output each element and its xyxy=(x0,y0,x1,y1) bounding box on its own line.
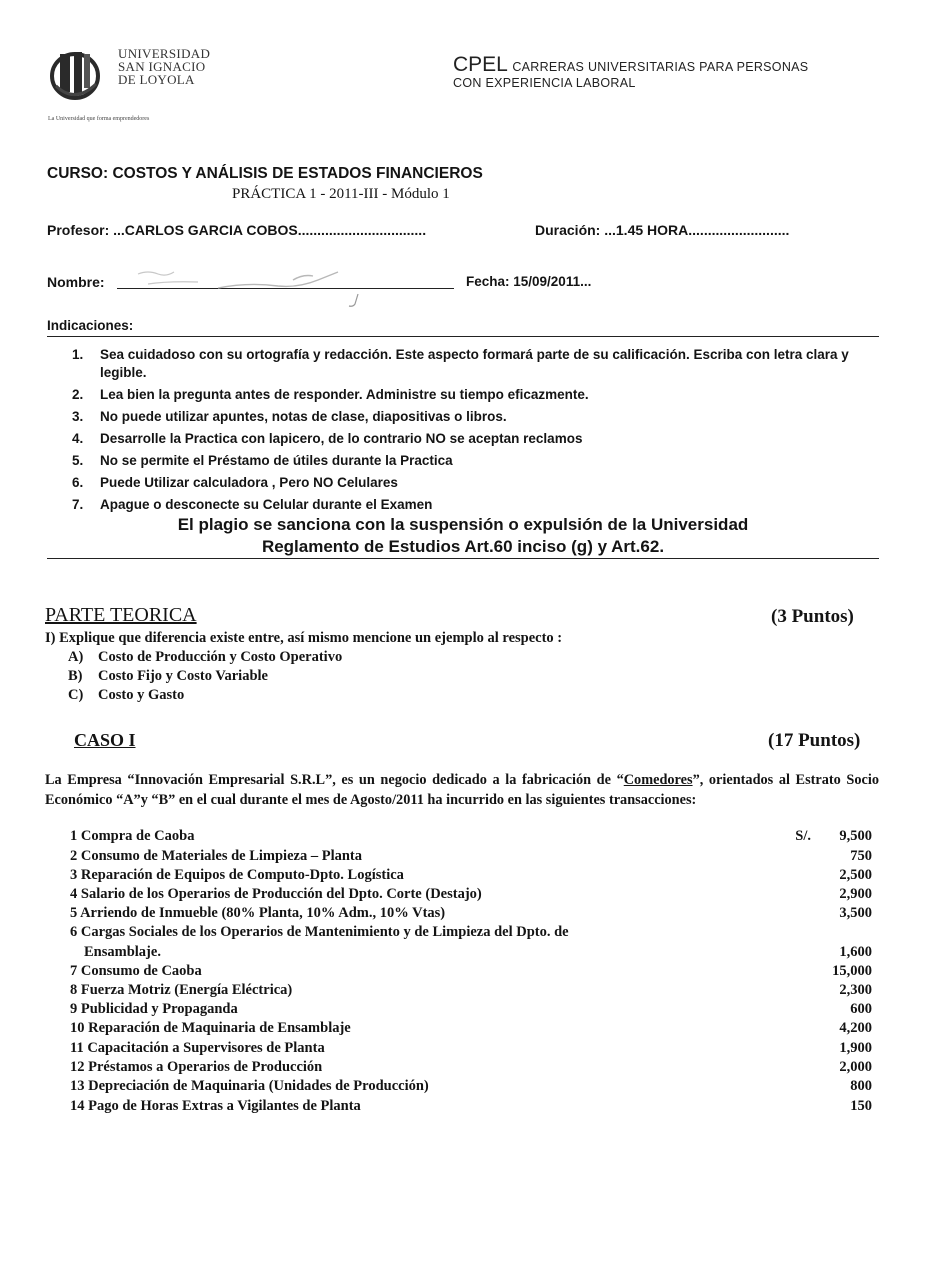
transaction-amount: 2,000 xyxy=(839,1059,872,1075)
indicacion-number: 5. xyxy=(72,453,84,468)
plagio-warning: El plagio se sanciona con la suspensión o expulsión de la Universidad xyxy=(177,515,749,534)
transaction-label: 10 Reparación de Maquinaria de Ensamblaje xyxy=(70,1020,351,1036)
indicacion-item xyxy=(66,346,881,382)
transaction-amount: 9,500 xyxy=(839,828,872,844)
option-letter: A) xyxy=(68,649,84,665)
indicacion-text: Apague o desconecte su Celular durante el Examen xyxy=(100,497,433,512)
option-letter: B) xyxy=(68,668,83,684)
caso-intro-part: ”, orientados al Estrato Socio Económico “A”y “B” en el cual durante el mes de Agosto/2011 ha incurrido en las siguientes transacciones: xyxy=(45,772,879,808)
transaction-label: 6 Cargas Sociales de los Operarios de Mantenimiento y de Limpieza del Dpto. de xyxy=(70,924,569,940)
practica-subtitle: PRÁCTICA 1 - 2011-III - Módulo 1 xyxy=(232,186,450,202)
option-letter: C) xyxy=(68,687,84,703)
reglamento-reference: Reglamento de Estudios Art.60 inciso (g) y Art.62. xyxy=(261,537,665,556)
transaction-amount: 4,200 xyxy=(839,1020,872,1036)
university-logo xyxy=(48,46,211,106)
duracion-field: Duración: ...1.45 HORA.......................... xyxy=(535,222,790,238)
indicacion-item xyxy=(66,496,881,514)
transaction-amount: 800 xyxy=(850,1078,872,1094)
caso-intro-product: Comedores xyxy=(623,772,693,788)
caso-intro-part: La Empresa “Innovación Empresarial S.R.L”, es un negocio dedicado a la fabricación de “ xyxy=(45,772,624,788)
university-tagline: La Universidad que forma emprendedores xyxy=(48,116,150,122)
transaction-amount: 1,600 xyxy=(839,944,872,960)
transaction-label: 1 Compra de Caoba xyxy=(70,828,195,844)
indicacion-item xyxy=(66,430,881,448)
indicacion-number: 1. xyxy=(72,347,84,362)
indicacion-number: 2. xyxy=(72,387,84,402)
transaction-label: 13 Depreciación de Maquinaria (Unidades de Producción) xyxy=(70,1078,429,1094)
teorica-option xyxy=(68,668,268,685)
indicacion-item xyxy=(66,408,881,426)
option-text: Costo Fijo y Costo Variable xyxy=(98,668,268,684)
transaction-label: Ensamblaje. xyxy=(84,944,161,960)
teorica-question: I) Explique que diferencia existe entre, así mismo mencione un ejemplo al respecto : xyxy=(45,630,563,646)
indicacion-text: Puede Utilizar calculadora , Pero NO Celulares xyxy=(100,475,398,490)
transaction-label: 5 Arriendo de Inmueble (80% Planta, 10% Adm., 10% Vtas) xyxy=(70,905,446,921)
transaction-amount: 2,900 xyxy=(839,886,872,902)
indicaciones-list xyxy=(66,346,881,518)
transaction-amount: 750 xyxy=(850,848,872,864)
loyola-emblem-icon xyxy=(48,46,108,102)
teorica-option xyxy=(68,687,184,704)
indicacion-number: 3. xyxy=(72,409,84,424)
option-text: Costo y Gasto xyxy=(98,687,185,703)
transaction-amount: 2,300 xyxy=(839,982,872,998)
divider-top xyxy=(47,336,879,337)
parte-teorica-title: PARTE TEORICA xyxy=(45,604,197,626)
transaction-label: 3 Reparación de Equipos de Computo-Dpto. Logística xyxy=(70,867,404,883)
redacted-name-scribble xyxy=(118,258,378,308)
indicacion-item xyxy=(66,452,881,470)
indicacion-text: Desarrolle la Practica con lapicero, de lo contrario NO se aceptan reclamos xyxy=(100,431,583,446)
transaction-amount: 15,000 xyxy=(832,963,872,979)
transaction-label: 12 Préstamos a Operarios de Producción xyxy=(70,1059,323,1075)
cpel-abbr: CPEL xyxy=(453,53,508,76)
indicacion-number: 7. xyxy=(72,497,84,512)
transaction-amount: 3,500 xyxy=(839,905,872,921)
divider-bottom xyxy=(47,558,879,559)
fecha-field: Fecha: 15/09/2011... xyxy=(466,274,592,289)
option-text: Costo de Producción y Costo Operativo xyxy=(98,649,343,665)
transaction-label: 7 Consumo de Caoba xyxy=(70,963,202,979)
teorica-points: (3 Puntos) xyxy=(771,606,854,627)
university-name-line: UNIVERSIDAD xyxy=(118,46,211,61)
indicacion-item xyxy=(66,474,881,492)
indicacion-item xyxy=(66,386,881,404)
transaction-label: 2 Consumo de Materiales de Limpieza – Planta xyxy=(70,848,362,864)
cpel-line-2: CON EXPERIENCIA LABORAL xyxy=(453,76,636,90)
cpel-line-1: CARRERAS UNIVERSITARIAS PARA PERSONAS xyxy=(512,60,809,74)
nombre-label: Nombre: xyxy=(47,274,105,290)
cpel-heading xyxy=(453,53,809,90)
indicacion-text: Lea bien la pregunta antes de responder. Administre su tiempo eficazmente. xyxy=(100,387,589,402)
transaction-label: 8 Fuerza Motriz (Energía Eléctrica) xyxy=(70,982,293,998)
course-title: CURSO: COSTOS Y ANÁLISIS DE ESTADOS FINANCIEROS xyxy=(47,165,483,182)
indicaciones-title: Indicaciones: xyxy=(47,318,134,333)
caso-intro xyxy=(45,771,879,810)
transaction-amount: 600 xyxy=(850,1001,872,1017)
university-name xyxy=(118,48,210,87)
indicacion-number: 6. xyxy=(72,475,84,490)
university-name-line: SAN IGNACIO xyxy=(118,59,206,74)
university-name-line: DE LOYOLA xyxy=(118,72,195,87)
transaction-amount: 1,900 xyxy=(839,1040,872,1056)
transaction-label: 4 Salario de los Operarios de Producción del Dpto. Corte (Destajo) xyxy=(70,886,482,902)
indicacion-text: No se permite el Préstamo de útiles durante la Practica xyxy=(100,453,453,468)
caso-title: CASO I xyxy=(74,730,136,750)
indicacion-text: No puede utilizar apuntes, notas de clase, diapositivas o libros. xyxy=(100,409,507,424)
teorica-option xyxy=(68,649,342,666)
indicacion-text: Sea cuidadoso con su ortografía y redacción. Este aspecto formará parte de su calificación. Escriba con letra clara y legible. xyxy=(100,347,849,380)
currency-symbol: S/. xyxy=(795,828,811,844)
transaction-label: 9 Publicidad y Propaganda xyxy=(70,1001,238,1017)
transaction-label: 14 Pago de Horas Extras a Vigilantes de Planta xyxy=(70,1098,361,1114)
transaction-label: 11 Capacitación a Supervisores de Planta xyxy=(70,1040,325,1056)
caso-points: (17 Puntos) xyxy=(768,730,861,751)
indicacion-number: 4. xyxy=(72,431,84,446)
transaction-amount: 2,500 xyxy=(839,867,872,883)
transaction-amount: 150 xyxy=(850,1098,872,1114)
profesor-field: Profesor: ...CARLOS GARCIA COBOS................................. xyxy=(47,222,427,238)
